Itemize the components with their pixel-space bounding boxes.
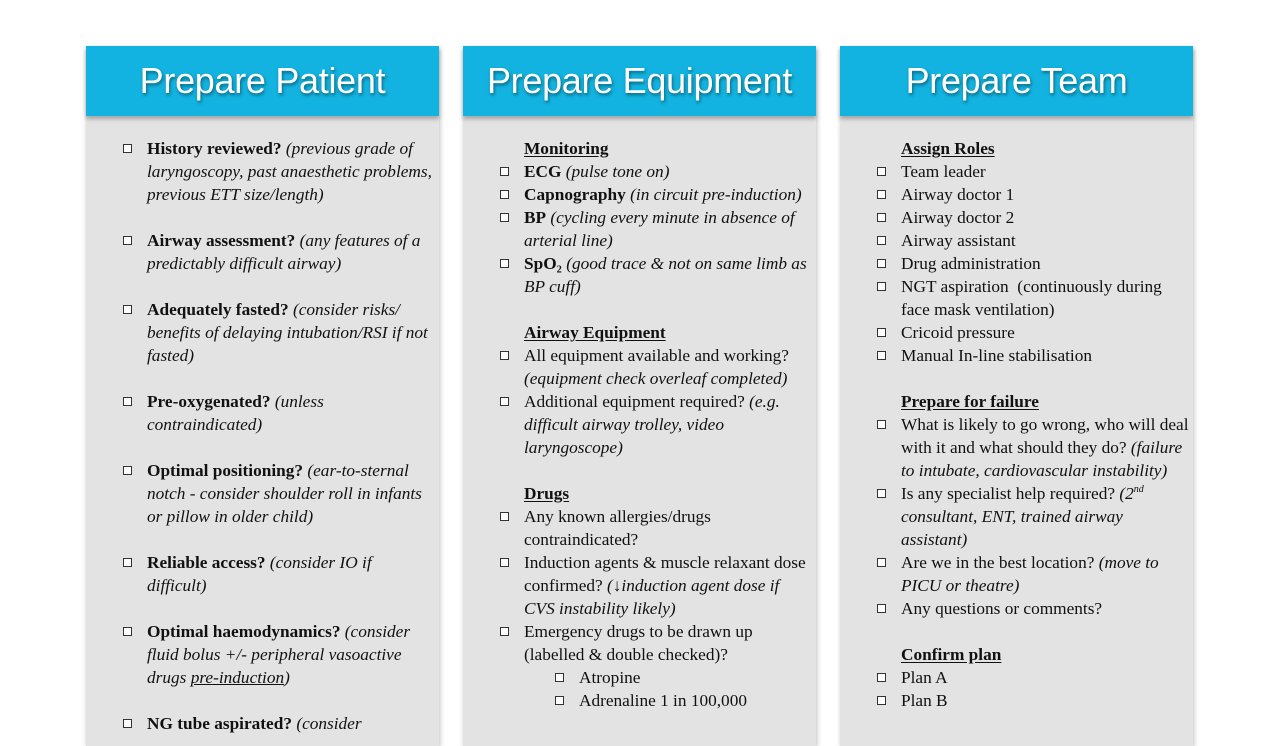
item-label: Capnography xyxy=(524,185,626,204)
checklist-item-allergies xyxy=(524,505,812,551)
checkbox[interactable] xyxy=(877,167,886,176)
checkbox[interactable] xyxy=(123,236,132,245)
section-heading-confirm-plan: Confirm plan xyxy=(901,645,1002,664)
item-label: ECG xyxy=(524,162,562,181)
checkbox[interactable] xyxy=(877,190,886,199)
item-label: Airway assessment? xyxy=(147,231,296,250)
item-note: (pulse tone on) xyxy=(565,162,670,181)
checklist-item-positioning xyxy=(147,459,433,528)
item-label: Pre-oxygenated? xyxy=(147,392,271,411)
item-label: Additional equipment required? xyxy=(524,392,745,411)
item-label: Any questions or comments? xyxy=(901,599,1103,618)
item-label: Drug administration xyxy=(901,254,1041,273)
checklist-item-role xyxy=(901,160,1189,183)
item-note: (consider IO if difficult) xyxy=(147,553,372,595)
prepare-team-title: Prepare Team xyxy=(905,60,1128,101)
item-label: Airway doctor 2 xyxy=(901,208,1015,227)
checkbox[interactable] xyxy=(877,673,886,682)
checklist-subitem-adrenaline xyxy=(579,689,812,712)
checkbox[interactable] xyxy=(500,627,509,636)
checklist-item-additional-equipment xyxy=(524,390,812,459)
section-heading-drugs: Drugs xyxy=(524,484,570,503)
checklist-item-what-could-go-wrong xyxy=(901,413,1189,482)
checkbox[interactable] xyxy=(877,696,886,705)
item-note: (consider risks/ benefits of delaying intubation/RSI if not fasted) xyxy=(147,300,428,365)
checkbox[interactable] xyxy=(500,259,509,268)
item-label: Is any specialist help required? xyxy=(901,484,1116,503)
prepare-team-checklist xyxy=(840,116,1193,712)
item-note: (any features of a predictably difficult airway) xyxy=(147,231,421,273)
checkbox[interactable] xyxy=(123,719,132,728)
prepare-patient-header xyxy=(86,46,439,116)
checkbox[interactable] xyxy=(877,282,886,291)
item-note: (good trace & not on same limb as BP cuff) xyxy=(524,254,807,296)
checkbox[interactable] xyxy=(500,190,509,199)
item-note: (equipment check overleaf completed) xyxy=(524,369,788,388)
item-label: Any known allergies/drugs contraindicated? xyxy=(524,507,711,549)
item-label: Airway assistant xyxy=(901,231,1016,250)
checkbox[interactable] xyxy=(500,397,509,406)
item-note: consultant, ENT, trained airway assistant) xyxy=(901,507,1123,549)
section-heading-airway-equipment: Airway Equipment xyxy=(524,323,666,342)
item-note: (in circuit pre-induction) xyxy=(630,185,802,204)
item-label: Adequately fasted? xyxy=(147,300,289,319)
checkbox[interactable] xyxy=(877,328,886,337)
item-note: (2 xyxy=(1119,484,1134,503)
checklist-item-induction-agents xyxy=(524,551,812,620)
checkbox[interactable] xyxy=(123,558,132,567)
item-label: Are we in the best location? xyxy=(901,553,1095,572)
section-heading-monitoring: Monitoring xyxy=(524,139,609,158)
checklist-item-ng-tube xyxy=(147,712,433,735)
checkbox[interactable] xyxy=(500,213,509,222)
item-label: Optimal haemodynamics? xyxy=(147,622,341,641)
prepare-equipment-checklist xyxy=(463,116,816,712)
prepare-team-panel xyxy=(840,46,1193,746)
section-heading-prepare-for-failure: Prepare for failure xyxy=(901,392,1039,411)
prepare-equipment-header xyxy=(463,46,816,116)
checklist-item-role xyxy=(901,206,1189,229)
checklist-item-airway-assessment xyxy=(147,229,433,275)
item-label: All equipment available and working? xyxy=(524,346,789,365)
checklist-item-pre-oxygenated xyxy=(147,390,433,436)
item-label: Induction agents & muscle relaxant dose confirmed? xyxy=(524,553,806,595)
prepare-patient-checklist xyxy=(86,116,439,735)
prepare-equipment-panel xyxy=(463,46,816,746)
item-label: Reliable access? xyxy=(147,553,266,572)
checklist-item-specialist-help xyxy=(901,482,1189,551)
checkbox[interactable] xyxy=(123,627,132,636)
checkbox[interactable] xyxy=(877,558,886,567)
item-label: Manual In-line stabilisation xyxy=(901,346,1093,365)
checkbox[interactable] xyxy=(877,351,886,360)
checklist-subitem-atropine xyxy=(579,666,812,689)
checklist-item-fasted xyxy=(147,298,433,367)
checklist-item-questions xyxy=(901,597,1189,620)
checklist-item-role xyxy=(901,229,1189,252)
item-label: Adrenaline 1 in 100,000 xyxy=(579,691,747,710)
checkbox[interactable] xyxy=(555,673,564,682)
checkbox[interactable] xyxy=(877,236,886,245)
checklist-item-haemodynamics xyxy=(147,620,433,689)
item-label: Emergency drugs to be drawn up (labelled & double checked)? xyxy=(524,622,753,664)
item-note: (consider fluid bolus +/- peripheral vasoactive drugs xyxy=(147,622,411,687)
checkbox[interactable] xyxy=(877,604,886,613)
checkbox[interactable] xyxy=(123,397,132,406)
item-note: (↓induction agent dose if CVS instability likely) xyxy=(524,576,780,618)
item-note: (cycling every minute in absence of arterial line) xyxy=(524,208,795,250)
checkbox[interactable] xyxy=(500,512,509,521)
item-note: (failure to intubate, cardiovascular instability) xyxy=(901,438,1183,480)
item-label: Airway doctor 1 xyxy=(901,185,1015,204)
item-label: History reviewed? xyxy=(147,139,282,158)
checklist-item-access xyxy=(147,551,433,597)
checklist-item-capnography xyxy=(524,183,812,206)
item-note: (previous grade of laryngoscopy, past anaesthetic problems, previous ETT size/length) xyxy=(147,139,432,204)
checklist-item-history xyxy=(147,137,433,206)
item-label: SpO₂ xyxy=(524,254,562,273)
checklist-item-role xyxy=(901,252,1189,275)
item-note: (move to PICU or theatre) xyxy=(901,553,1159,595)
checkbox[interactable] xyxy=(877,420,886,429)
checkbox[interactable] xyxy=(555,696,564,705)
checkbox[interactable] xyxy=(500,167,509,176)
prepare-patient-panel xyxy=(86,46,439,746)
checklist-item-bp xyxy=(524,206,812,252)
checkbox[interactable] xyxy=(500,558,509,567)
checklist-item-role xyxy=(901,321,1189,344)
prepare-team-header xyxy=(840,46,1193,116)
checkbox[interactable] xyxy=(877,259,886,268)
item-label: BP xyxy=(524,208,547,227)
checklist-item-equipment-available xyxy=(524,344,812,390)
checklist-item-role xyxy=(901,275,1189,321)
item-note: (e.g. difficult airway trolley, video laryngoscope) xyxy=(524,392,780,457)
checklist-item-best-location xyxy=(901,551,1189,597)
item-note: (consider xyxy=(296,714,362,733)
checklist-item-role xyxy=(901,344,1189,367)
item-label: Cricoid pressure xyxy=(901,323,1015,342)
item-label: Atropine xyxy=(579,668,641,687)
checklist-item-ecg xyxy=(524,160,812,183)
checklist-item-plan-a xyxy=(901,666,1189,689)
item-label: NGT aspiration (continuously during face mask ventilation) xyxy=(901,277,1167,319)
item-label: Optimal positioning? xyxy=(147,461,304,480)
prepare-equipment-title: Prepare Equipment xyxy=(486,60,793,101)
checkbox[interactable] xyxy=(123,466,132,475)
item-label: NG tube aspirated? xyxy=(147,714,292,733)
item-note-close: ) xyxy=(284,668,290,687)
checkbox[interactable] xyxy=(123,305,132,314)
item-label: What is likely to go wrong, who will deal with it and what should they do? xyxy=(901,415,1189,457)
checklist-item-spo2 xyxy=(524,252,812,298)
checkbox[interactable] xyxy=(123,144,132,153)
checklist-item-emergency-drugs xyxy=(524,620,812,666)
checklist-item-role xyxy=(901,183,1189,206)
checkbox[interactable] xyxy=(877,489,886,498)
item-label: Plan A xyxy=(901,668,948,687)
item-note-superscript: nd xyxy=(1133,484,1144,496)
item-label: Plan B xyxy=(901,691,948,710)
checkbox[interactable] xyxy=(500,351,509,360)
prepare-patient-title: Prepare Patient xyxy=(139,60,386,101)
item-note-underlined: pre-induction xyxy=(190,668,285,687)
item-note: (ear-to-sternal notch - consider shoulder roll in infants or pillow in older child) xyxy=(147,461,422,526)
item-label: Team leader xyxy=(901,162,986,181)
section-heading-assign-roles: Assign Roles xyxy=(901,139,995,158)
checklist-item-plan-b xyxy=(901,689,1189,712)
item-note: (unless contraindicated) xyxy=(147,392,324,434)
checkbox[interactable] xyxy=(877,213,886,222)
